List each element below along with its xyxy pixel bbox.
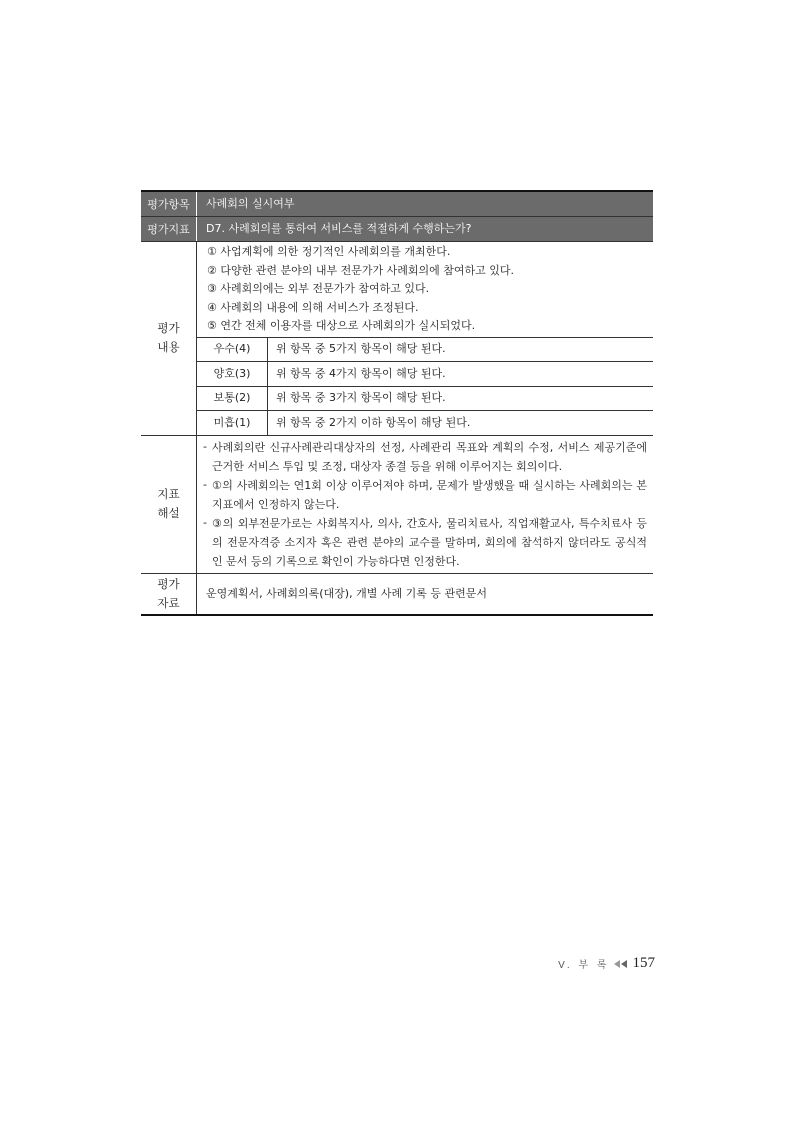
criteria-item: ② 다양한 관련 분야의 내부 전문가가 사례회의에 참여하고 있다. [207, 263, 514, 277]
indicator-row [141, 217, 653, 242]
indicator-label: 평가지표 [141, 217, 197, 241]
header-value: 사례회의 실시여부 [206, 197, 295, 210]
criteria-item: ① 사업계획에 의한 정기적인 사례회의를 개최한다. [207, 245, 451, 258]
indicator-value: D7. 사례회의를 통하여 서비스를 적절하게 수행하는가? [206, 222, 472, 235]
grade-name: 우수(4) [197, 338, 268, 362]
bullet-text: ①의 사례회의는 연1회 이상 이루어져야 하며, 문제가 발생했을 때 실시하는 사례회의는 본 지표에서 인정하지 않는다. [212, 478, 647, 511]
criteria-item: ④ 사례회의 내용에 의해 서비스가 조정된다. [207, 300, 419, 314]
grade-row [197, 386, 653, 411]
double-left-arrow-icon [614, 960, 627, 968]
grade-name: 미흡(1) [197, 411, 268, 435]
bullet-text: 사례회의란 신규사례관리대상자의 선정, 사례관리 목표와 계획의 수정, 서비스 제공기준에 근거한 서비스 투입 및 조정, 대상자 종결 등을 위해 이루어지는 회의이다. [212, 440, 647, 473]
page-footer [558, 955, 655, 972]
bullet-mark: - [203, 477, 207, 491]
content-body [197, 242, 653, 435]
bullet-mark: - [203, 439, 207, 453]
data-label [141, 574, 197, 614]
explanation-label [141, 436, 197, 573]
header-label: 평가항목 [141, 192, 197, 216]
grade-row [197, 361, 653, 386]
page-number: 157 [632, 955, 655, 971]
content-label-text: 평가 내용 [157, 321, 180, 355]
grade-desc: 위 항목 중 4가지 항목이 해당 된다. [276, 366, 446, 380]
explanation-bullet [203, 438, 647, 476]
data-value: 운영계획서, 사례회의록(대장), 개별 사례 기록 등 관련문서 [206, 586, 487, 600]
content-label [141, 242, 197, 435]
data-label-text: 평가 자료 [157, 576, 180, 610]
grade-desc: 위 항목 중 3가지 항목이 해당 된다. [276, 391, 446, 405]
grade-name: 보통(2) [197, 387, 268, 411]
explanation-bullet [203, 476, 647, 514]
header-row [141, 192, 653, 217]
content-row [141, 242, 653, 436]
bullet-mark: - [203, 515, 207, 529]
section-title: V. 부 록 [558, 960, 610, 971]
grade-row [197, 337, 653, 362]
grade-name: 양호(3) [197, 362, 268, 386]
criteria-item: ⑤ 연간 전체 이용자를 대상으로 사례회의가 실시되었다. [207, 319, 476, 332]
data-row [141, 574, 653, 614]
explanation-label-text: 지표 해설 [157, 487, 180, 520]
explanation-body [197, 436, 653, 573]
evaluation-table [141, 190, 653, 616]
bullet-text: ③의 외부전문가로는 사회복지사, 의사, 간호사, 물리치료사, 직업재활교사, 특수치료사 등의 전문자격증 소지자 혹은 관련 분야의 교수를 말하며, 회의에 참석하지 않더라도 공식적인 문서 등의 기록으로 확인이 가능하다면 인정한다. [212, 516, 647, 568]
grade-desc: 위 항목 중 5가지 항목이 해당 된다. [276, 342, 446, 356]
grade-desc: 위 항목 중 2가지 이하 항목이 해당 된다. [276, 415, 471, 429]
criteria-list [197, 242, 653, 337]
explanation-bullet [203, 514, 647, 571]
explanation-row [141, 436, 653, 574]
grade-row [197, 410, 653, 435]
criteria-item: ③ 사례회의에는 외부 전문가가 참여하고 있다. [207, 282, 430, 295]
